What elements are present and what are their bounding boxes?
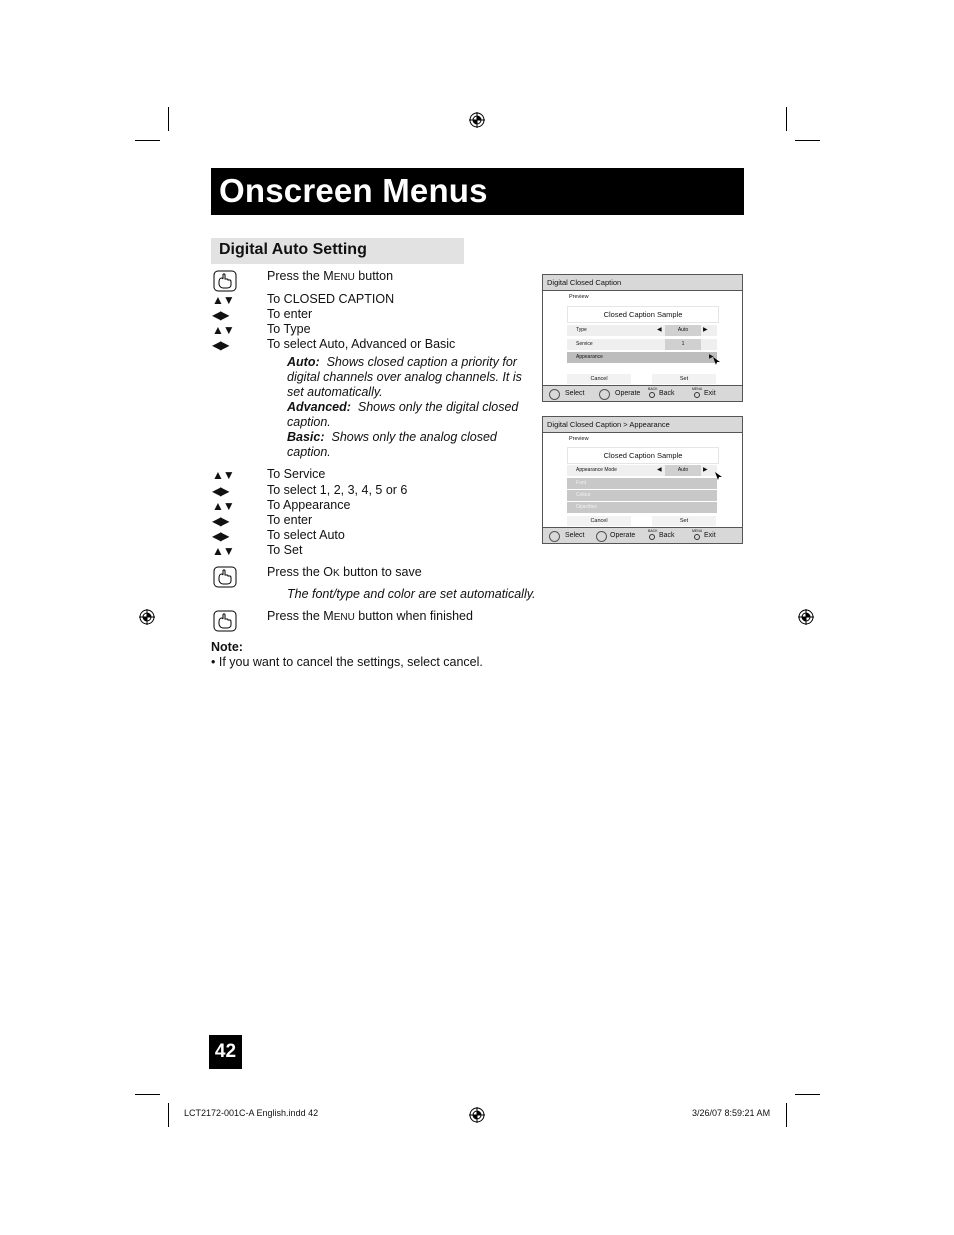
exit-button-icon [694,534,700,540]
caption-sample: Closed Caption Sample [567,447,719,464]
colour-label: Colour [576,492,591,498]
step-text: Press the M [267,609,334,623]
step-text: button [354,269,394,283]
left-right-arrow-icon: ◀▶ [212,484,229,498]
registration-mark-icon [139,609,155,625]
menu-key-name: ENU [333,612,355,623]
remote-hand-icon [213,610,237,632]
back-hint: Back [659,532,675,539]
menu-key-tag: MENU [692,387,703,391]
osd-digital-closed-caption [542,274,743,402]
appearance-row[interactable] [567,352,717,363]
exit-button-icon [694,392,700,398]
caption-sample: Closed Caption Sample [567,306,719,323]
service-row[interactable] [567,339,717,350]
menu-key-tag: MENU [692,529,703,533]
appearance-mode-row[interactable] [567,465,717,476]
note-heading: Note: [211,640,243,654]
crop-mark [135,1094,160,1095]
back-key-tag: BACK [648,529,658,533]
step-press-menu [267,269,393,285]
select-dial-icon [549,389,560,400]
crop-mark [795,140,820,141]
registration-mark-icon [798,609,814,625]
step-closed-caption: To CLOSED CAPTION [267,292,395,306]
left-right-arrow-icon: ◀▶ [212,338,229,352]
type-row[interactable] [567,325,717,336]
step-text: Press the M [267,269,334,283]
preview-label: Preview [569,294,589,300]
right-arrow-icon: ▶ [709,354,714,360]
footer-timestamp: 3/26/07 8:59:21 AM [692,1108,771,1118]
remote-hand-icon [213,270,237,292]
page-title-bar [211,168,744,215]
osd-footer [543,527,742,543]
step-select-type: To select Auto, Advanced or Basic [267,337,456,351]
auto-description: Shows closed caption a priority for digital channels over analog channels. It is set automatically. [287,355,522,399]
service-label: Service [576,341,593,347]
cancel-button[interactable]: Cancel [567,516,631,526]
footer-file-info: LCT2172-001C-A English.indd 42 [184,1108,319,1118]
step-press-ok [267,565,422,581]
page-title: Onscreen Menus [219,172,488,209]
auto-label: Auto: [287,355,320,369]
back-key-tag: BACK [648,387,658,391]
right-arrow-icon: ▶ [703,327,708,333]
crop-mark [795,1094,820,1095]
type-value: Auto [665,325,701,336]
registration-mark-icon [469,1107,485,1123]
colour-row [567,490,717,501]
step-appearance: To Appearance [267,498,351,512]
opacities-row [567,502,717,513]
cancel-button[interactable]: Cancel [567,374,631,384]
advanced-description: Shows only the digital closed caption. [287,400,519,429]
service-value: 1 [665,339,701,350]
up-down-arrow-icon: ▲▼ [212,293,234,307]
cursor-icon [713,357,721,365]
step-select-auto: To select Auto [267,528,345,542]
advanced-label: Advanced: [287,400,351,414]
back-hint: Back [659,390,675,397]
step-set: To Set [267,543,303,557]
osd-title: Digital Closed Caption [543,275,742,291]
appearance-label: Appearance [576,354,603,360]
crop-mark [786,107,787,131]
osd-footer [543,385,742,401]
select-hint: Select [565,390,585,397]
left-right-arrow-icon: ◀▶ [212,529,229,543]
step-enter: To enter [267,307,313,321]
section-heading: Digital Auto Setting [219,241,367,258]
up-down-arrow-icon: ▲▼ [212,323,234,337]
step-service: To Service [267,467,326,481]
ok-key-name: K [333,568,340,579]
font-row [567,478,717,489]
note-text: • If you want to cancel the settings, select cancel. [211,655,483,669]
crop-mark [786,1103,787,1127]
step-type: To Type [267,322,311,336]
select-dial-icon [549,531,560,542]
operate-dial-icon [599,389,610,400]
right-arrow-icon: ▶ [703,467,708,473]
preview-label: Preview [569,436,589,442]
set-button[interactable]: Set [652,374,716,384]
step-enter-appearance: To enter [267,513,313,527]
operate-hint: Operate [615,390,641,397]
step-text: button when finished [354,609,473,623]
remote-hand-icon [213,566,237,588]
left-arrow-icon: ◀ [657,467,662,473]
appearance-mode-label: Appearance Mode [576,467,617,473]
crop-mark [135,140,160,141]
exit-hint: Exit [704,532,716,539]
back-button-icon [649,392,655,398]
osd-appearance [542,416,743,544]
basic-label: Basic: [287,430,325,444]
step-text: Press the O [267,565,333,579]
registration-mark-icon [469,112,485,128]
left-right-arrow-icon: ◀▶ [212,308,229,322]
back-button-icon [649,534,655,540]
osd-title: Digital Closed Caption > Appearance [543,417,742,433]
font-label: Font [576,480,587,486]
exit-hint: Exit [704,390,716,397]
up-down-arrow-icon: ▲▼ [212,499,234,513]
step-text: button to save [339,565,422,579]
select-hint: Select [565,532,585,539]
up-down-arrow-icon: ▲▼ [212,544,234,558]
appearance-mode-value: Auto [665,465,701,476]
set-button[interactable]: Set [652,516,716,526]
up-down-arrow-icon: ▲▼ [212,468,234,482]
basic-description: Shows only the analog closed caption. [287,430,497,459]
operate-hint: Operate [610,532,636,539]
type-descriptions [287,355,537,460]
step-select-service: To select 1, 2, 3, 4, 5 or 6 [267,483,408,497]
section-heading-bar [211,238,464,264]
type-label: Type [576,327,587,333]
operate-dial-icon [596,531,607,542]
page-number: 42 [209,1035,242,1069]
ok-note: The font/type and color are set automatically. [287,587,536,601]
crop-mark [168,1103,169,1127]
opacities-label: Opacities [576,504,597,510]
left-arrow-icon: ◀ [657,327,662,333]
left-right-arrow-icon: ◀▶ [212,514,229,528]
menu-key-name: ENU [333,272,355,283]
step-press-menu-finish [267,609,473,625]
crop-mark [168,107,169,131]
